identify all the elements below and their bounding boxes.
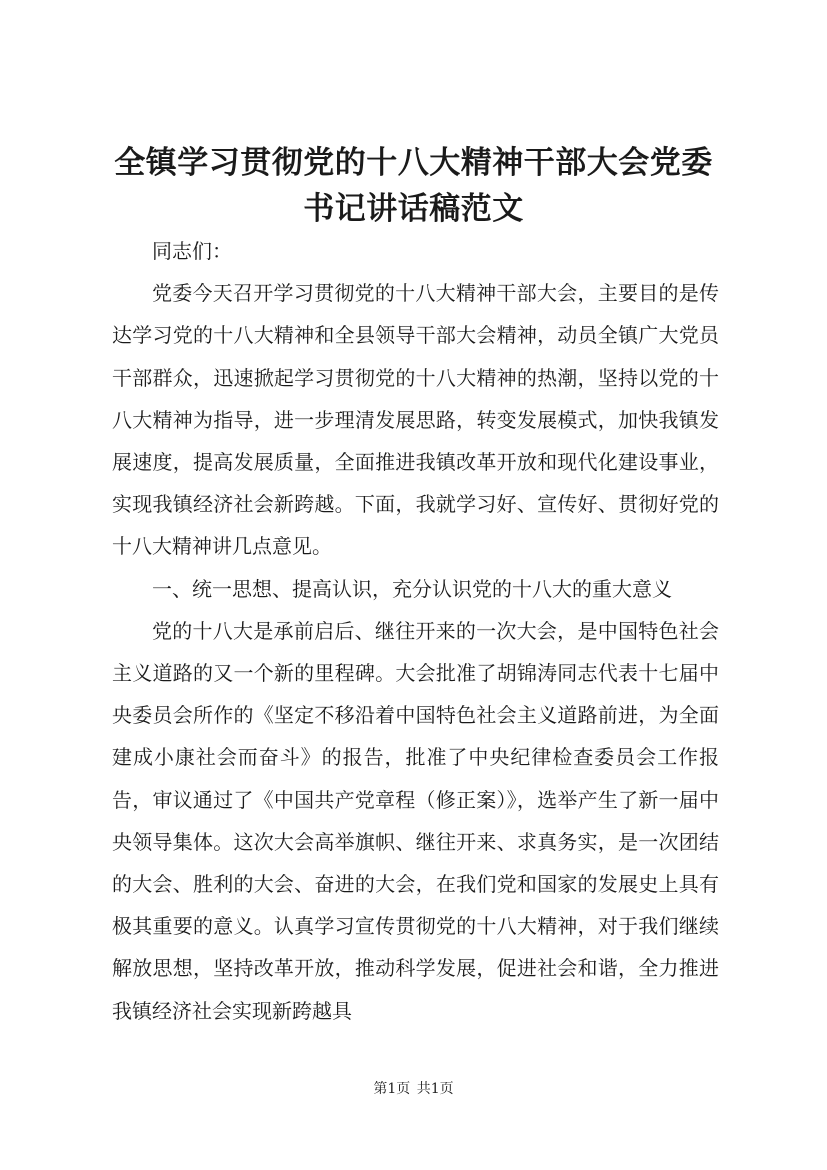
intro-paragraph: 党委今天召开学习贯彻党的十八大精神干部大会，主要目的是传达学习党的十八大精神和全县领导干部大会精神，动员全镇广大党员干部群众，迅速掀起学习贯彻党的十八大精神的热潮，坚持以党的十八大精神为指导，进一步理清发展思路，转变发展模式，加快我镇发展速度，提高发展质量，全面推进我镇改革开放和现代化建设事业，实现我镇经济社会新跨越。下面，我就学习好、宣传好、贯彻好党的十八大精神讲几点意见。: [112, 281, 719, 559]
page-total: 共1页: [416, 1081, 454, 1097]
page-footer: [0, 1079, 827, 1099]
document-body: [112, 230, 719, 1032]
page-number: 第1页: [373, 1081, 411, 1097]
salutation-paragraph: 同志们：: [152, 239, 232, 263]
document-title: 全镇学习贯彻党的十八大精神干部大会党委书记讲话稿范文: [114, 145, 713, 227]
section-heading: 一、统一思想、提高认识，充分认识党的十八大的重大意义: [152, 576, 672, 601]
section-paragraph: 党的十八大是承前启后、继往开来的一次大会，是中国特色社会主义道路的又一个新的里程碑。大会批准了胡锦涛同志代表十七届中央委员会所作的《坚定不移沿着中国特色社会主义道路前进，为全面建成小康社会而奋斗》的报告，批准了中央纪律检查委员会工作报告，审议通过了《中国共产党章程（修正案）》，选举产生了新一届中央领导集体。这次大会高举旗帜、继往开来、求真务实，是一次团结的大会、胜利的大会、奋进的大会，在我们党和国家的发展史上具有极其重要的意义。认真学习宣传贯彻党的十八大精神，对于我们继续解放思想，坚持改革开放，推动科学发展，促进社会和谐，全力推进我镇经济社会实现新跨越具: [112, 618, 719, 1023]
